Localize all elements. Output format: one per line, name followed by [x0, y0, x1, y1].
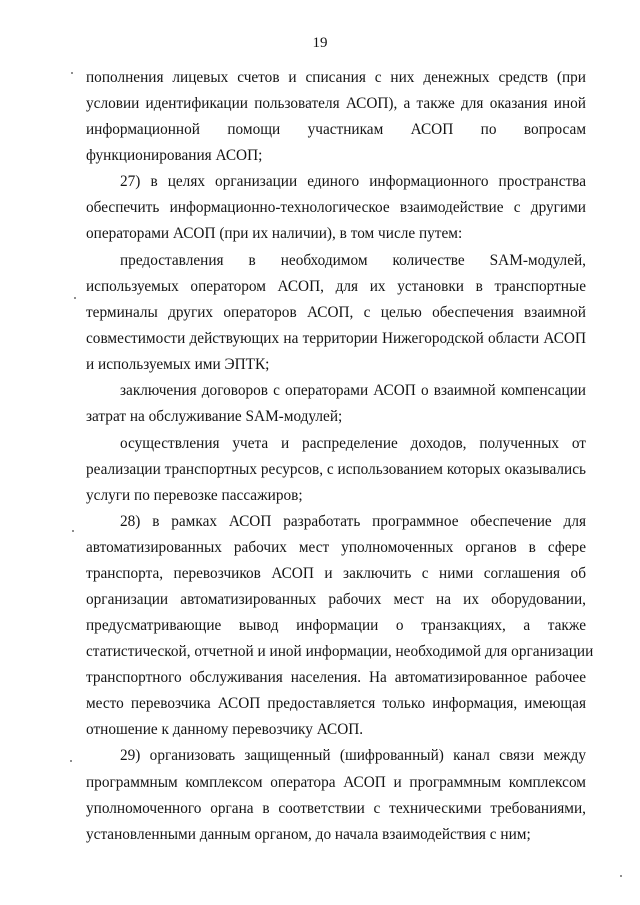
- text-line: 28) в рамках АСОП разработать программное обеспечение для: [120, 513, 586, 530]
- text-line: транспорта, перевозчиков АСОП и заключить с ними соглашения об: [86, 565, 586, 582]
- text-line: услуги по перевозке пассажиров;: [86, 487, 303, 504]
- text-line: место перевозчика АСОП предоставляется только информация, имеющая: [86, 695, 586, 712]
- scan-speck: [71, 72, 73, 74]
- text-line: пополнения лицевых счетов и списания с них денежных средств (при: [86, 69, 586, 86]
- text-line: предоставления в необходимом количестве SAM-модулей,: [120, 252, 586, 269]
- text-line: совместимости действующих на территории Нижегородской области АСОП: [86, 330, 586, 347]
- text-line: затрат на обслуживание SAM-модулей;: [86, 408, 343, 425]
- text-line: используемых оператором АСОП, для их установки в транспортные: [86, 278, 586, 295]
- text-line: осуществления учета и распределение доходов, полученных от: [120, 435, 586, 452]
- scan-speck: [74, 297, 76, 299]
- text-line: уполномоченного органа в соответствии с техническими требованиями,: [86, 800, 586, 817]
- text-line: реализации транспортных ресурсов, с использованием которых оказывались: [86, 461, 586, 478]
- scan-speck: [72, 530, 74, 532]
- scan-speck: [70, 760, 72, 762]
- text-line: заключения договоров с операторами АСОП о взаимной компенсации: [120, 382, 586, 399]
- text-line: отношение к данному перевозчику АСОП.: [86, 721, 364, 738]
- text-line: 27) в целях организации единого информационного пространства: [120, 173, 586, 190]
- text-line: обеспечить информационно-технологическое взаимодействие с другими: [86, 199, 586, 216]
- text-line: 29) организовать защищенный (шифрованный) канал связи между: [120, 747, 586, 764]
- text-line: терминалы других операторов АСОП, с целью обеспечения взаимной: [86, 304, 586, 321]
- text-line: программным комплексом оператора АСОП и программным комплексом: [86, 774, 586, 791]
- text-line: статистической, отчетной и иной информации, необходимой для организации: [86, 643, 594, 660]
- text-line: транспортного обслуживания населения. На автоматизированное рабочее: [86, 669, 586, 686]
- text-line: установленными данным органом, до начала взаимодействия с ним;: [86, 826, 531, 843]
- page-number: 19: [312, 35, 328, 51]
- text-line: предусматривающие вывод информации о транзакциях, а также: [86, 617, 586, 634]
- text-line: информационной помощи участникам АСОП по вопросам: [86, 121, 586, 138]
- text-line: и используемых ими ЭПТК;: [86, 356, 270, 373]
- text-line: условии идентификации пользователя АСОП), а также для оказания иной: [86, 95, 586, 112]
- text-line: функционирования АСОП;: [86, 147, 263, 164]
- text-line: организации автоматизированных рабочих мест на их оборудовании,: [86, 591, 586, 608]
- text-line: операторами АСОП (при их наличии), в том числе путем:: [86, 225, 463, 242]
- scan-speck: [620, 875, 622, 877]
- text-line: автоматизированных рабочих мест уполномоченных органов в сфере: [86, 539, 586, 556]
